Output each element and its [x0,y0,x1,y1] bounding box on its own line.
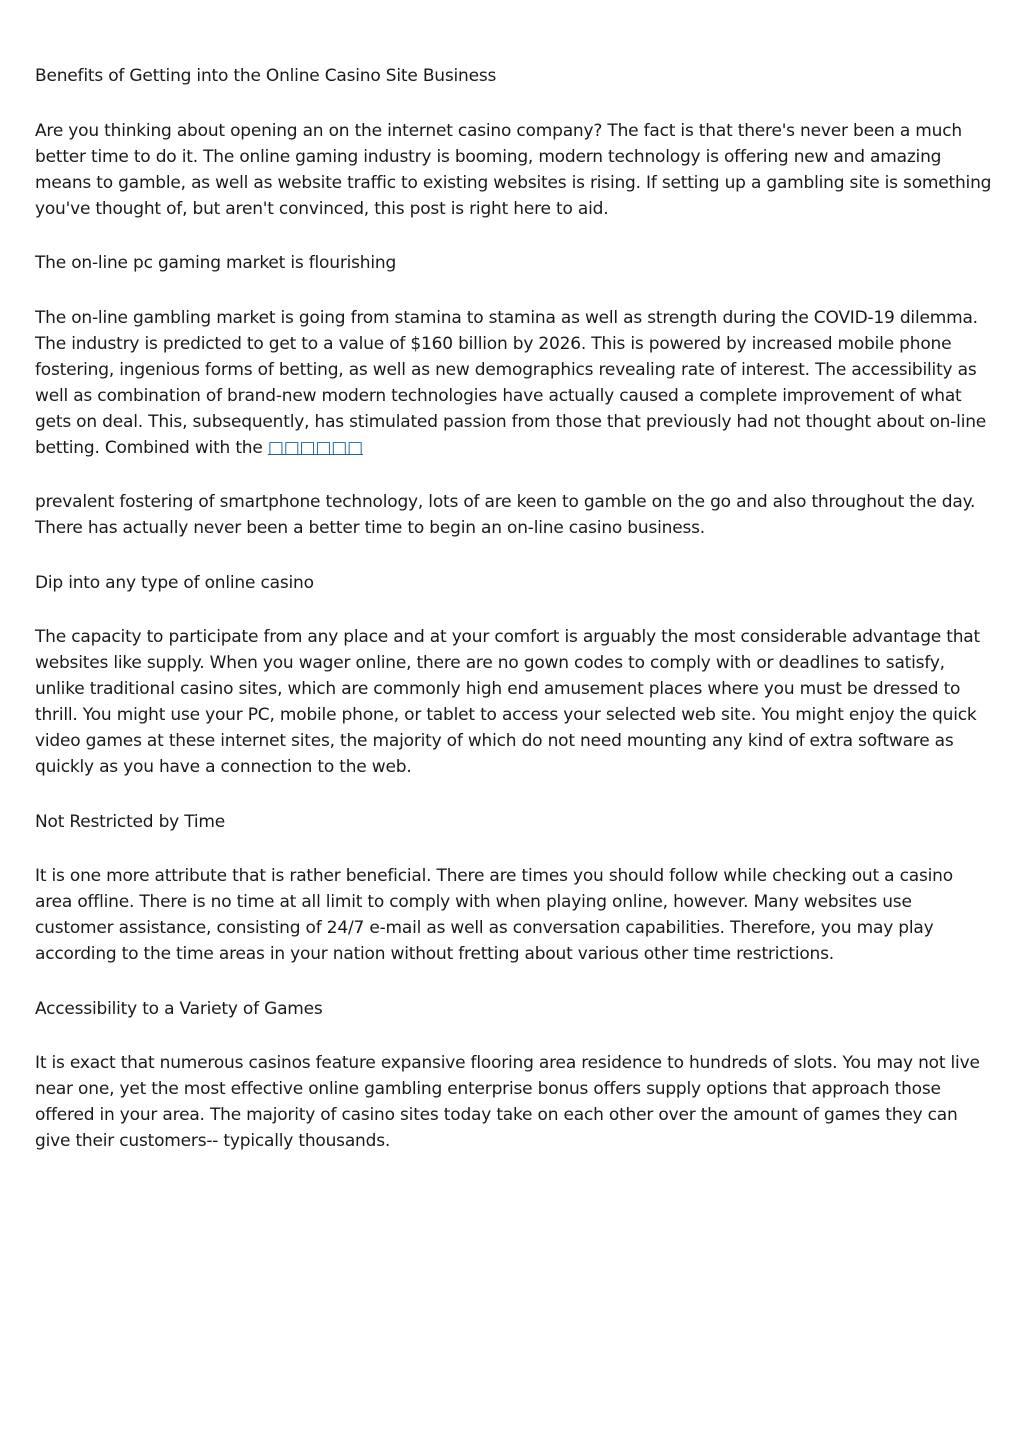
paragraph-market [35,305,995,461]
paragraph-capacity: The capacity to participate from any place and at your comfort is arguably the most considerable advantage that websites like supply. When you wager online, there are no gown codes to comply with or deadlines to satisfy, unlike traditional casino sites, which are commonly high end amusement places where you must be dressed to thrill. You might use your PC, mobile phone, or tablet to access your selected web site. You might enjoy the quick video games at these internet sites, the majority of which do not need mounting any kind of extra software as quickly as you have a connection to the web. [35,627,980,777]
document-body [35,63,995,1183]
paragraph-market-text: The on-line gambling market is going from stamina to stamina as well as strength during the COVID-19 dilemma. The industry is predicted to get to a value of $160 billion by 2026. This is powered by increased mobile phone fostering, ingenious forms of betting, as well as new demographics revealing rate of interest. The accessibility as well as combination of brand-new modern technologies have actually caused a complete improvement of what gets on deal. This, subsequently, has stimulated passion from those that previously had not thought about on-line betting. Combined with the [35,307,987,458]
section-heading-games: Accessibility to a Variety of Games [35,998,323,1019]
document-title: Benefits of Getting into the Online Casino Site Business [35,66,497,86]
inline-link[interactable]: □□□□□□ [267,437,364,458]
section-heading-time: Not Restricted by Time [35,811,226,832]
section-heading-dip: Dip into any type of online casino [35,572,314,593]
paragraph-games: It is exact that numerous casinos feature expansive flooring area residence to hundreds of slots. You may not live near one, yet the most effective online gambling enterprise bonus offers supply options that approach those offered in your area. The majority of casino sites today take on each other over the amount of games they can give their customers-- typically thousands. [35,1053,980,1151]
paragraph-time: It is one more attribute that is rather beneficial. There are times you should follow while checking out a casino area offline. There is no time at all limit to comply with when playing online, however. Many websites use customer assistance, consisting of 24/7 e-mail as well as conversation capabilities. Therefore, you may play according to the time areas in your nation without fretting about various other time restrictions. [35,866,953,964]
paragraph-smartphone: prevalent fostering of smartphone technology, lots of are keen to gamble on the go and also throughout the day. There has actually never been a better time to begin an on-line casino business. [35,492,976,538]
paragraph-intro: Are you thinking about opening an on the internet casino company? The fact is that there's never been a much better time to do it. The online gaming industry is booming, modern technology is offering new and amazing means to gamble, as well as website traffic to existing websites is rising. If setting up a gambling site is something you've thought of, but aren't convinced, this post is right here to aid. [35,120,992,219]
section-heading-market: The on-line pc gaming market is flourishing [35,253,397,273]
